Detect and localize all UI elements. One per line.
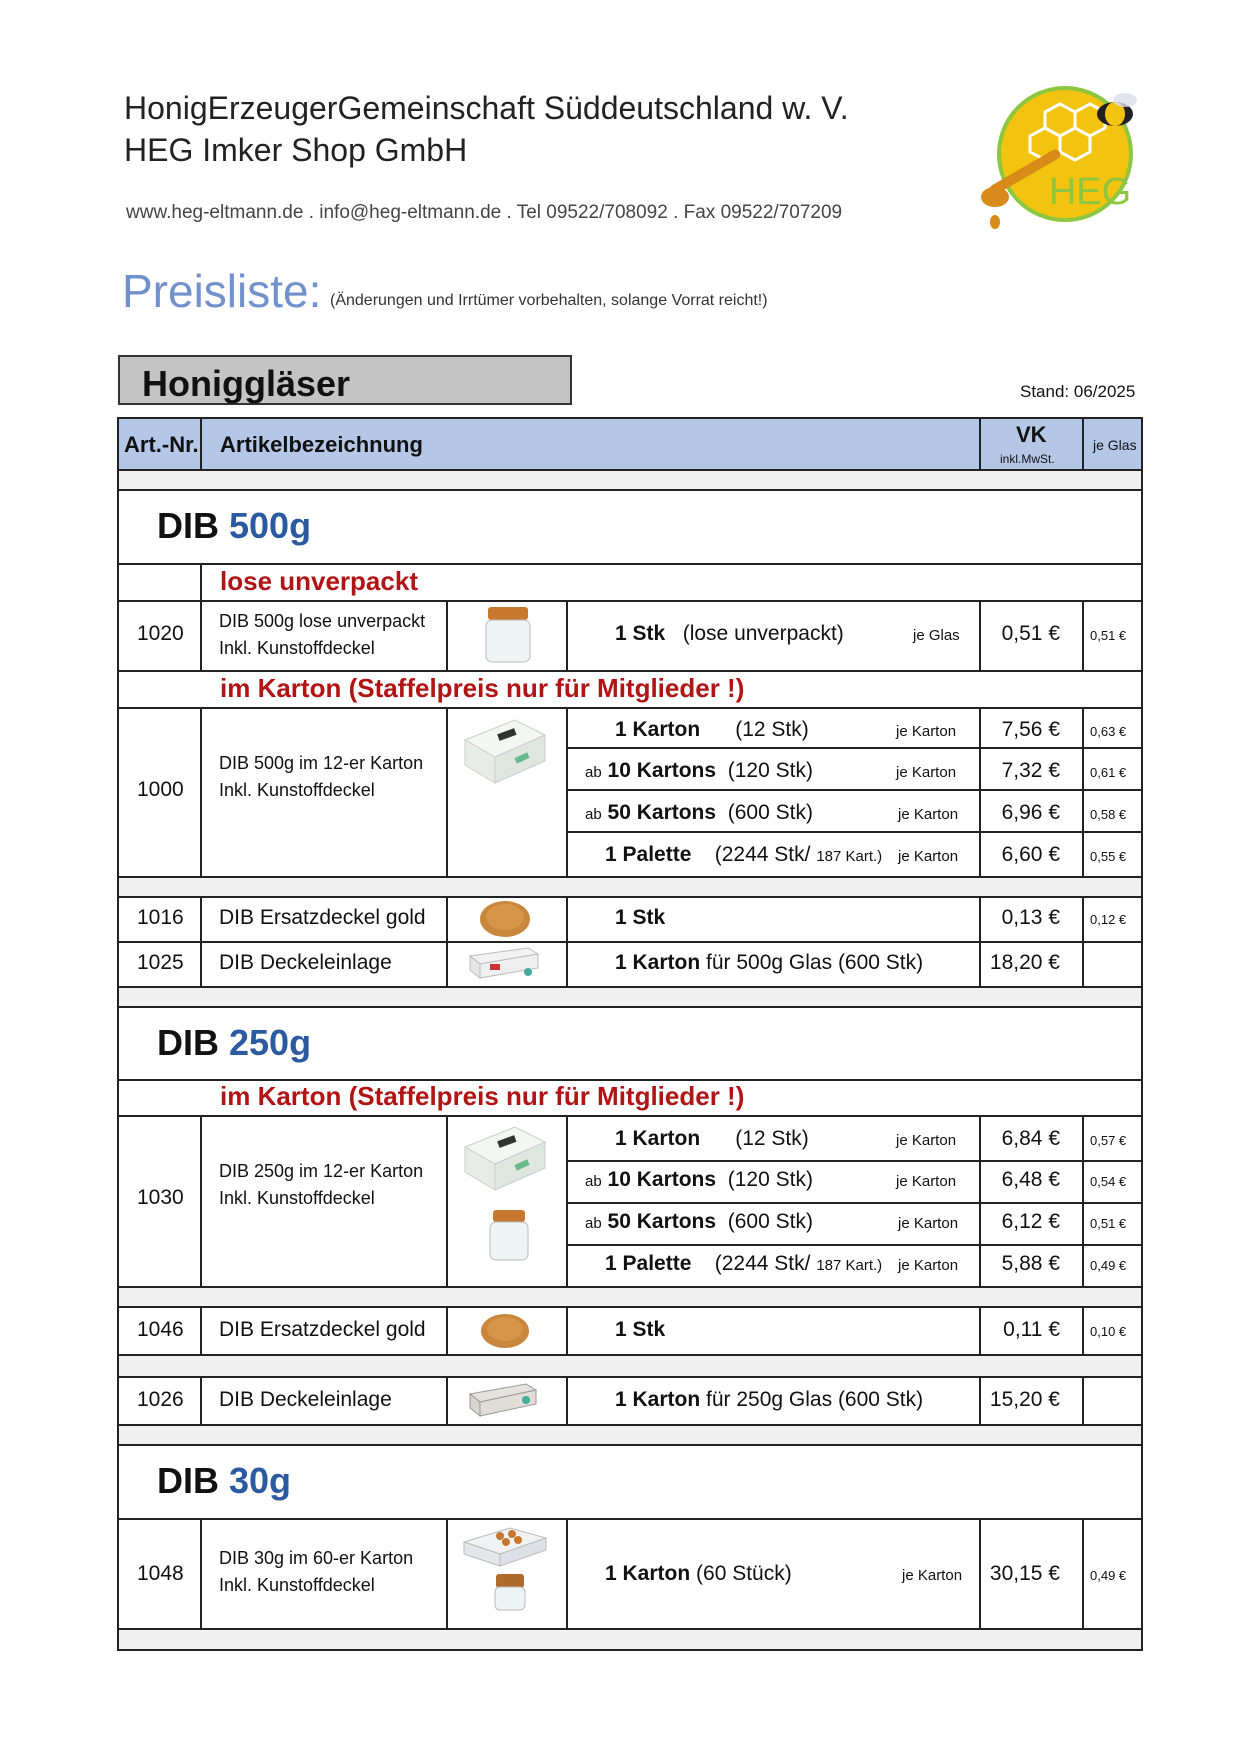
price-vk: 6,12 € [1001,1210,1060,1233]
org-subname: HEG Imker Shop GmbH [124,132,468,168]
price-je-glas: 0,10 € [1090,1324,1127,1339]
price-vk: 0,11 € [1003,1318,1060,1341]
carton-box-icon [460,715,550,790]
org-name: HonigErzeugerGemeinschaft Süddeutschland w. V. [124,90,849,126]
art-nr: 1000 [137,778,184,801]
offer-text: 1 Stk [615,906,666,929]
tier-offer: ab 50 Kartons (600 Stk) [585,801,813,824]
price-vk: 15,20 € [989,1388,1060,1411]
unit: je Karton [896,1173,957,1190]
col-vk: VK [1016,422,1047,447]
group-title-500g: DIB 500g [157,505,312,546]
unit: je Karton [898,848,959,865]
unit: je Karton [896,1132,957,1149]
price-vk: 7,56 € [1001,718,1060,741]
price-vk: 0,51 € [1001,622,1060,645]
col-art-nr: Art.-Nr. [124,432,199,457]
carton-box-icon [460,1122,550,1197]
art-nr: 1016 [137,906,184,929]
item-description: DIB 500g lose unverpackt Inkl. Kunstoffdeckel [219,611,426,658]
col-je-glas: je Glas [1093,437,1137,453]
gold-lid-icon [478,898,532,945]
price-je-glas: 0,51 € [1090,1216,1127,1231]
col-vk-sub: inkl.MwSt. [1000,452,1055,466]
price-je-glas: 0,55 € [1090,849,1127,864]
item-description: DIB Deckeleinlage [219,951,392,974]
art-nr: 1025 [137,951,184,974]
unit: je Karton [898,1215,959,1232]
tier-offer: 1 Karton (12 Stk) [615,1127,809,1150]
unit: je Karton [896,764,957,781]
unit: je Glas [913,627,960,644]
art-nr: 1030 [137,1186,184,1209]
price-vk: 7,32 € [1001,759,1060,782]
tier-offer: ab 10 Kartons (120 Stk) [585,759,813,782]
price-vk: 18,20 € [989,951,1060,974]
art-nr: 1048 [137,1562,184,1585]
price-je-glas: 0,58 € [1090,807,1127,822]
subtitle-karton-500: im Karton (Staffelpreis nur für Mitglieder !) [220,673,745,703]
tier-offer: 1 Palette (2244 Stk/ 187 Kart.) [605,1252,883,1275]
price-vk: 6,60 € [1001,843,1060,866]
offer-text: 1 Karton für 500g Glas (600 Stk) [615,951,924,974]
tier-offer: ab 10 Kartons (120 Stk) [585,1168,813,1191]
honey-jar-icon [492,1572,528,1617]
price-vk: 6,84 € [1001,1127,1060,1150]
offer-text: 1 Stk [615,1318,666,1341]
group-title-250g: DIB 250g [157,1022,312,1063]
carton-box-icon [460,1522,550,1575]
offer-text: 1 Stk (lose unverpackt) [615,622,844,645]
unit: je Karton [898,1257,959,1274]
pricelist-note: (Änderungen und Irrtümer vorbehalten, solange Vorrat reicht!) [330,292,768,309]
unit: je Karton [898,806,959,823]
stand-date: Stand: 06/2025 [1020,382,1136,401]
price-je-glas: 0,12 € [1090,912,1127,927]
section-title-box [118,355,572,405]
art-nr: 1026 [137,1388,184,1411]
tier-offer: ab 50 Kartons (600 Stk) [585,1210,813,1233]
group-title-30g: DIB 30g [157,1460,292,1501]
item-description: DIB Ersatzdeckel gold [219,906,426,929]
unit: je Karton [902,1567,963,1584]
item-description: DIB Deckeleinlage [219,1388,392,1411]
price-je-glas: 0,51 € [1090,628,1127,643]
honey-jar-icon [486,1208,532,1267]
tier-offer: 1 Palette (2244 Stk/ 187 Kart.) [605,843,883,866]
price-je-glas: 0,54 € [1090,1174,1127,1189]
offer-text: 1 Karton für 250g Glas (600 Stk) [615,1388,924,1411]
price-vk: 30,15 € [989,1562,1060,1585]
contact-line: www.heg-eltmann.de . info@heg-eltmann.de . Tel 09522/708092 . Fax 09522/707209 [126,202,843,223]
price-je-glas: 0,49 € [1090,1258,1127,1273]
price-vk: 6,48 € [1001,1168,1060,1191]
art-nr: 1020 [137,622,184,645]
price-je-glas: 0,63 € [1090,724,1127,739]
svg-text:HEG: HEG [1048,171,1132,213]
price-vk: 0,13 € [1001,906,1060,929]
lid-insert-box-icon [468,1380,540,1423]
subtitle-karton-250: im Karton (Staffelpreis nur für Mitglieder !) [220,1081,745,1111]
item-description: DIB 30g im 60-er Karton Inkl. Kunstoffdeckel [219,1548,414,1595]
bee-logo-icon [965,82,1145,232]
art-nr: 1046 [137,1318,184,1341]
item-description: DIB Ersatzdeckel gold [219,1318,426,1341]
item-description: DIB 500g im 12-er Karton Inkl. Kunstoffdeckel [219,753,424,800]
section-title: Honiggläser [142,363,351,404]
price-vk: 6,96 € [1001,801,1060,824]
honey-jar-icon [482,605,534,670]
price-vk: 5,88 € [1001,1252,1060,1275]
price-je-glas: 0,61 € [1090,765,1127,780]
price-je-glas: 0,49 € [1090,1568,1127,1583]
pricelist-title: Preisliste: [122,265,322,317]
subtitle-lose: lose unverpackt [220,566,418,596]
col-bezeichnung: Artikelbezeichnung [220,432,423,457]
gold-lid-icon [478,1310,532,1357]
item-description: DIB 250g im 12-er Karton Inkl. Kunstoffdeckel [219,1161,424,1208]
unit: je Karton [896,723,957,740]
offer-text: 1 Karton (60 Stück) [605,1562,792,1585]
lid-insert-box-icon [468,944,540,987]
tier-offer: 1 Karton (12 Stk) [615,718,809,741]
price-je-glas: 0,57 € [1090,1133,1127,1148]
